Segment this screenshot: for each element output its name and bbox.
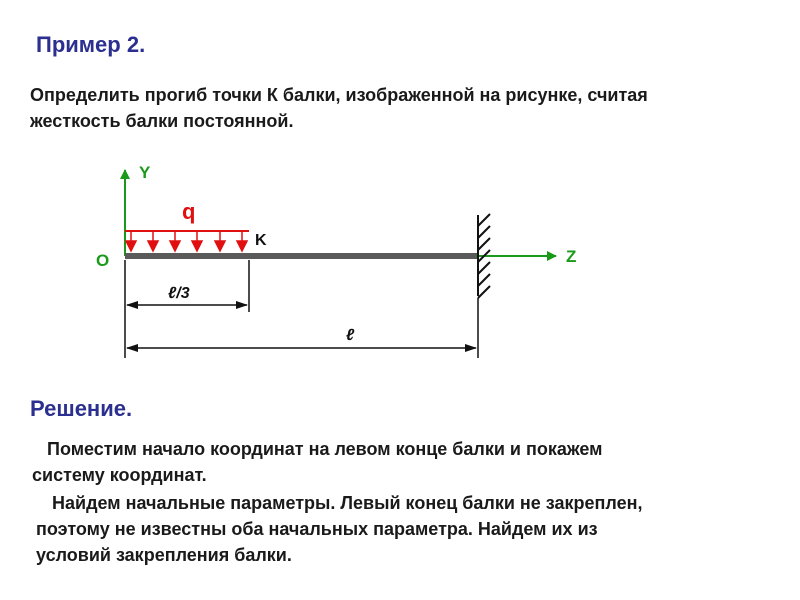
solution-p1-line-2: систему координат. [32,465,207,485]
solution-title: Решение. [30,396,133,421]
solution-p2-line-1: Найдем начальные параметры. Левый конец балки не закреплен, [32,493,643,513]
point-k-label: K [255,232,267,249]
dimension-full-label: ℓ [346,327,355,344]
beam [125,253,478,259]
example-title: Пример 2. [36,32,146,57]
solution-paragraph-1 [32,436,603,488]
solution-paragraph-2 [32,490,642,568]
distributed-load [125,231,249,251]
task-line-1: Определить прогиб точки К балки, изображенной на рисунке, считая [30,85,648,105]
solution-p2-line-3: условий закрепления балки. [36,545,292,565]
extension-lines [125,260,478,358]
solution-p2-line-2: поэтому не известны оба начальных параметра. Найдем их из [36,519,598,539]
task-line-2: жесткость балки постоянной. [30,111,294,131]
load-label: q [182,199,196,224]
origin-label: O [96,251,110,270]
dimension-third-label: ℓ/3 [168,285,190,302]
solution-p1-line-1: Поместим начало координат на левом конце балки и покажем [32,439,603,459]
y-axis-label: Y [139,163,151,182]
load-arrows [126,231,247,251]
z-axis-label: Z [566,247,577,266]
